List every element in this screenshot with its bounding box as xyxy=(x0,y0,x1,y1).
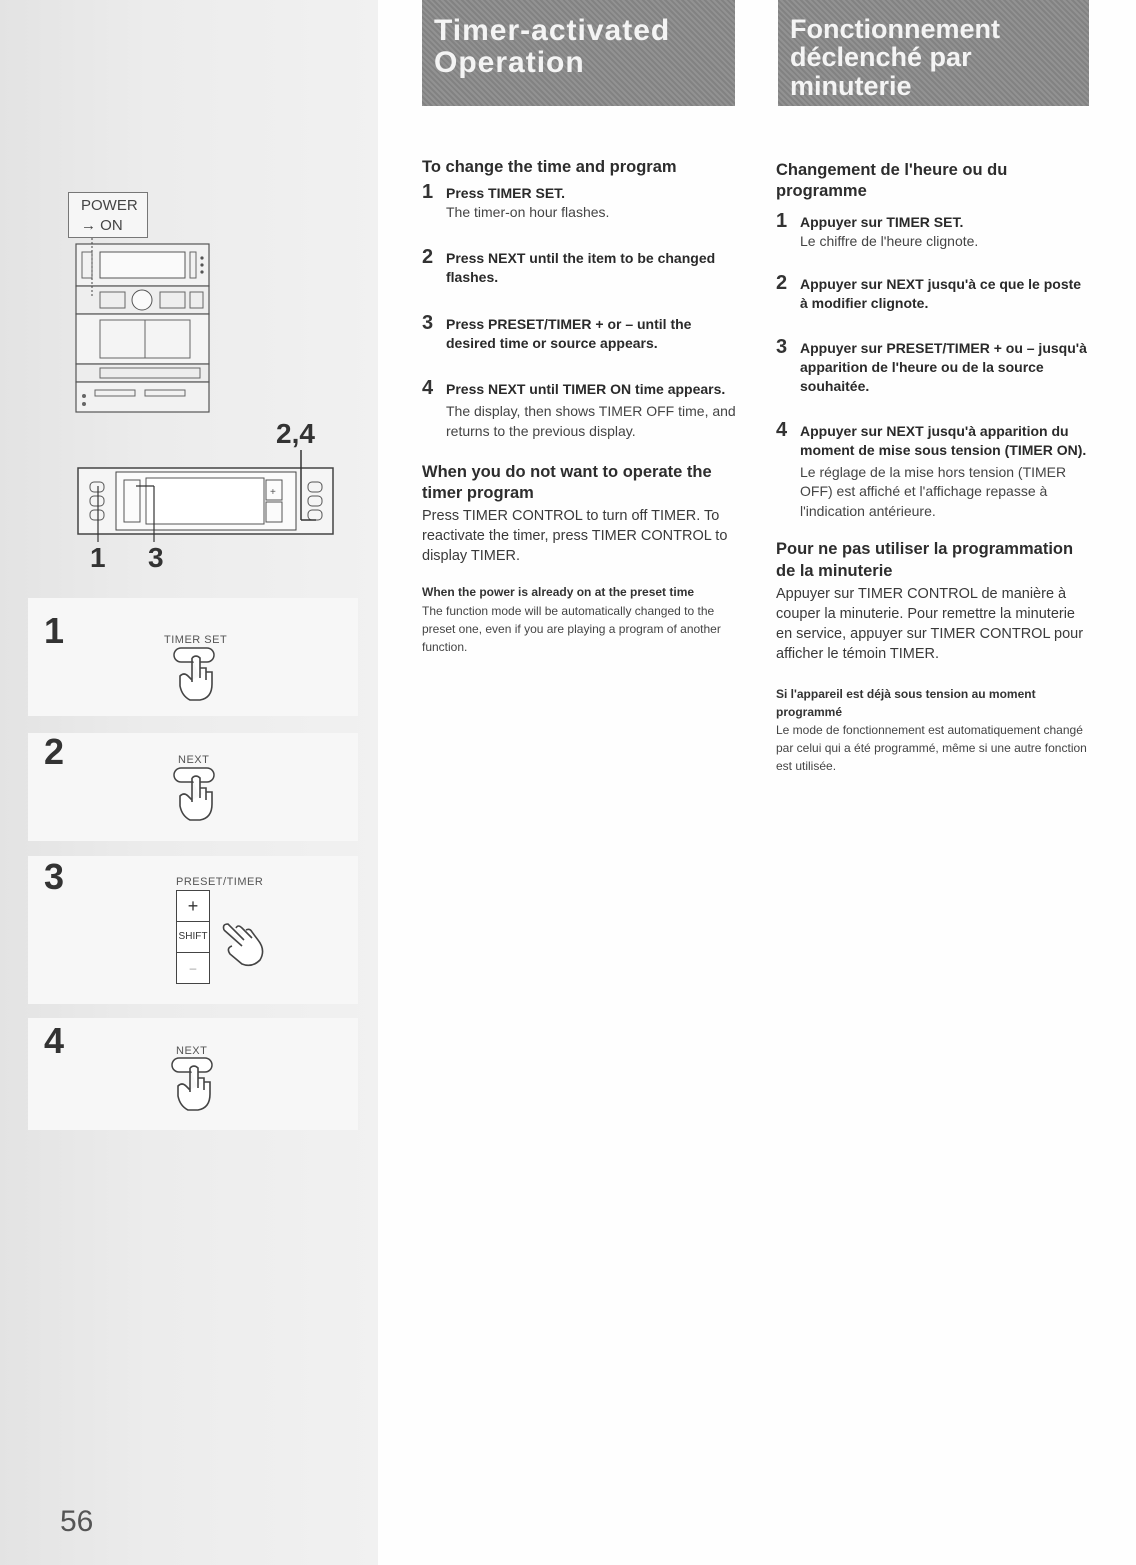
next-label: NEXT xyxy=(176,1045,208,1057)
step-number: 1 xyxy=(776,209,788,232)
preset-timer-buttons xyxy=(176,890,210,984)
french-step-2 xyxy=(776,272,1088,313)
step-desc: Le réglage de la mise hors tension (TIMER OFF) est affiché et l'affichage repasse à l'indication antérieure. xyxy=(800,463,1067,519)
step-number: 3 xyxy=(422,311,434,334)
english-step-3 xyxy=(422,311,738,353)
illustration-sidebar xyxy=(0,0,378,1565)
power-label-line1: POWER xyxy=(81,197,138,214)
step-number: 2 xyxy=(776,272,788,295)
english-column xyxy=(422,157,738,656)
illustration-step-num: 3 xyxy=(44,856,65,897)
minus-button: – xyxy=(189,961,197,975)
english-section1-title: To change the time and program xyxy=(422,158,677,176)
callout-1: 1 xyxy=(90,542,106,573)
french-section2-text: Appuyer sur TIMER CONTROL de manière à couper la minuterie. Pour remettre la minuterie en service, appuyer sur TIMER CONTROL pour afficher le témoin TIMER. xyxy=(776,586,1084,663)
french-note-text: Le mode de fonctionnement est automatiquement changé par celui qui a été programmé, même si une autre fonction est utilisée. xyxy=(776,723,1087,774)
french-step-1 xyxy=(776,209,1088,251)
step-desc: Le chiffre de l'heure clignote. xyxy=(800,232,979,249)
page-number: 56 xyxy=(60,1505,94,1538)
finger-press-icon xyxy=(168,646,228,706)
step-number: 2 xyxy=(422,245,434,268)
english-section2-text: Press TIMER CONTROL to turn off TIMER. To reactivate the timer, press TIMER CONTROL to display TIMER. xyxy=(422,508,728,565)
english-step-2 xyxy=(422,245,738,287)
english-step-1 xyxy=(422,181,738,222)
step-desc: The display, then shows TIMER OFF time, and returns to the previous display. xyxy=(446,403,736,439)
timer-set-label: TIMER SET xyxy=(164,634,228,646)
step-title: Press TIMER SET. xyxy=(446,185,566,202)
shift-label: SHIFT xyxy=(177,922,209,953)
french-note-title: Si l'appareil est déjà sous tension au moment programmé xyxy=(776,687,1036,719)
english-section2-title: When you do not want to operate the timer program xyxy=(422,462,712,502)
next-label: NEXT xyxy=(178,754,210,766)
power-on-label xyxy=(68,192,148,238)
step-title: Press NEXT until the item to be changed flashes. xyxy=(446,249,716,285)
french-section2-title: Pour ne pas utiliser la programmation de la minuterie xyxy=(776,540,1074,580)
english-note-title: When the power is already on at the preset time xyxy=(422,585,695,600)
illustration-step-num: 2 xyxy=(44,731,65,772)
step-title: Press PRESET/TIMER + or – until the desired time or source appears. xyxy=(446,315,692,351)
french-section1-title: Changement de l'heure ou du programme xyxy=(776,161,1008,201)
finger-press-icon xyxy=(166,1056,226,1116)
callout-2-4: 2,4 xyxy=(276,418,315,449)
step-title: Appuyer sur TIMER SET. xyxy=(800,213,964,230)
step-title: Press NEXT until TIMER ON time appears. xyxy=(446,381,726,398)
plus-button: + xyxy=(177,891,209,922)
step-title: Appuyer sur NEXT jusqu'à ce que le poste à modifier clignote. xyxy=(800,276,1082,312)
stereo-system-illustration xyxy=(70,238,215,416)
finger-press-icon xyxy=(216,916,272,972)
french-step-3 xyxy=(776,336,1088,396)
english-step-4 xyxy=(422,377,738,441)
french-column xyxy=(776,160,1088,775)
callout-3: 3 xyxy=(148,542,164,573)
illustration-step-num: 4 xyxy=(44,1020,65,1061)
step-number: 1 xyxy=(422,181,434,204)
svg-text:+: + xyxy=(270,487,276,498)
step-desc: The timer-on hour flashes. xyxy=(446,204,610,221)
english-title: Timer-activated Operation xyxy=(422,0,735,106)
step-title: Appuyer sur PRESET/TIMER + ou – jusqu'à apparition de l'heure ou de la source souhaitée. xyxy=(800,340,1087,394)
step-number: 4 xyxy=(776,418,788,441)
step-number: 3 xyxy=(776,336,788,359)
preset-timer-label: PRESET/TIMER xyxy=(176,876,264,888)
french-step-4 xyxy=(776,418,1088,522)
step-title: Appuyer sur NEXT jusqu'à apparition du moment de mise sous tension (TIMER ON). xyxy=(800,422,1087,458)
power-label-line2: → ON xyxy=(81,217,123,234)
step-number: 4 xyxy=(422,377,434,400)
finger-press-icon xyxy=(168,766,228,826)
french-title: Fonctionnement déclenché par minuterie xyxy=(778,0,1089,106)
front-panel-closeup xyxy=(76,450,338,545)
illustration-step-num: 1 xyxy=(44,610,65,651)
english-note-text: The function mode will be automatically changed to the preset one, even if you are playing a program of another function. xyxy=(422,603,721,654)
